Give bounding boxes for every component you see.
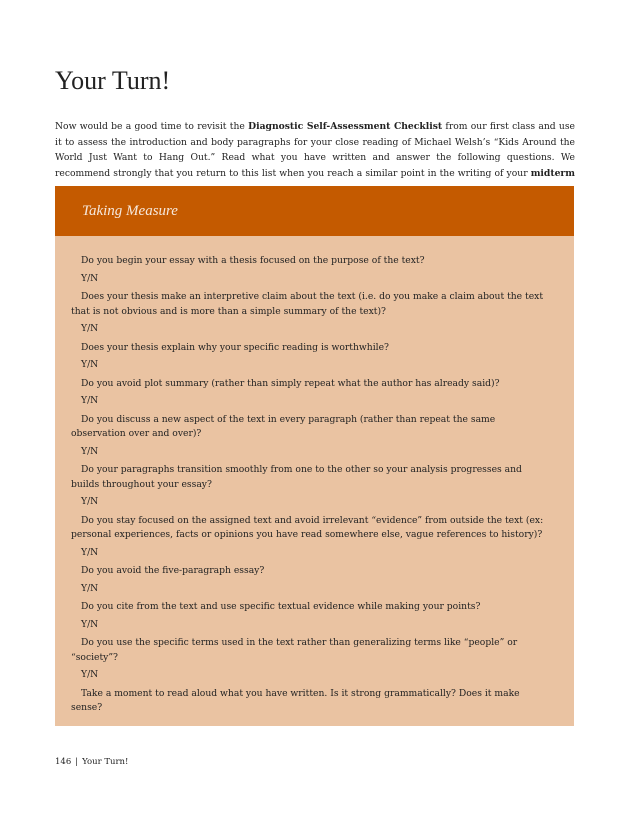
page-footer [55, 756, 128, 768]
footer-separator: | [75, 757, 79, 767]
page-title: Your Turn! [55, 66, 171, 95]
answer-label: Y/N [81, 618, 99, 630]
taking-measure-box [55, 186, 574, 726]
answer-label: Y/N [81, 272, 99, 284]
checklist-question: Do you cite from the text and use specific textual evidence while making your points? [81, 601, 481, 612]
box-title: Taking Measure [82, 203, 178, 219]
answer-label: Y/N [81, 445, 99, 457]
closing-prompt: Take a moment to read aloud what you have written. Is it strong grammatically? Does it make sense? [71, 687, 520, 713]
page-number: 146 [55, 757, 72, 767]
midterm-essay-reference: midterm [530, 167, 575, 179]
answer-label: Y/N [81, 669, 99, 680]
checklist-question: Does your thesis explain why your specific reading is worthwhile? [81, 341, 389, 353]
answer-label: Y/N [81, 323, 99, 334]
checklist-question: Do you avoid plot summary (rather than simply repeat what the author has already said)? [81, 377, 500, 389]
intro-text-1: Now would be a good time to revisit the [55, 121, 249, 132]
answer-label: Y/N [81, 395, 99, 406]
checklist [55, 236, 574, 716]
checklist-question: Do you use the specific terms used in the text rather than generalizing terms like “people” or “society”? [71, 637, 518, 663]
checklist-question: Do you stay focused on the assigned text and avoid irrelevant “evidence” from outside the text (ex: personal experiences, facts or opinions you have read somewhere else, vague references to history)? [71, 514, 544, 540]
footer-section-title: Your Turn! [82, 757, 129, 767]
checklist-reference: Diagnostic Self-Assessment Checklist [248, 121, 443, 132]
intro-text-2: from our first class and use it to assess the introduction and body paragraphs for your close reading of Michael Welsh’s “Kids Around the World Just Want to Hang Out.” Read what you have written and answer the following questions. We recommend strongly that you return to this list when you reach a similar point in the writing of your [55, 121, 575, 179]
checklist-question: Do you discuss a new aspect of the text in every paragraph (rather than repeat the same observation over and over)? [71, 413, 496, 439]
intro-paragraph [55, 119, 575, 197]
box-header [55, 186, 574, 236]
answer-label: Y/N [81, 359, 99, 370]
answer-label: Y/N [81, 582, 99, 594]
checklist-question: Do you avoid the five-paragraph essay? [81, 565, 265, 576]
checklist-question: Does your thesis make an interpretive claim about the text (i.e. do you make a claim about the text that is not obvious and is more than a simple summary of the text)? [71, 291, 544, 317]
checklist-question: Do your paragraphs transition smoothly from one to the other so your analysis progresses and builds throughout your essay? [71, 464, 522, 490]
answer-label: Y/N [81, 496, 99, 507]
answer-label: Y/N [81, 546, 99, 558]
checklist-question: Do you begin your essay with a thesis focused on the purpose of the text? [81, 255, 425, 266]
